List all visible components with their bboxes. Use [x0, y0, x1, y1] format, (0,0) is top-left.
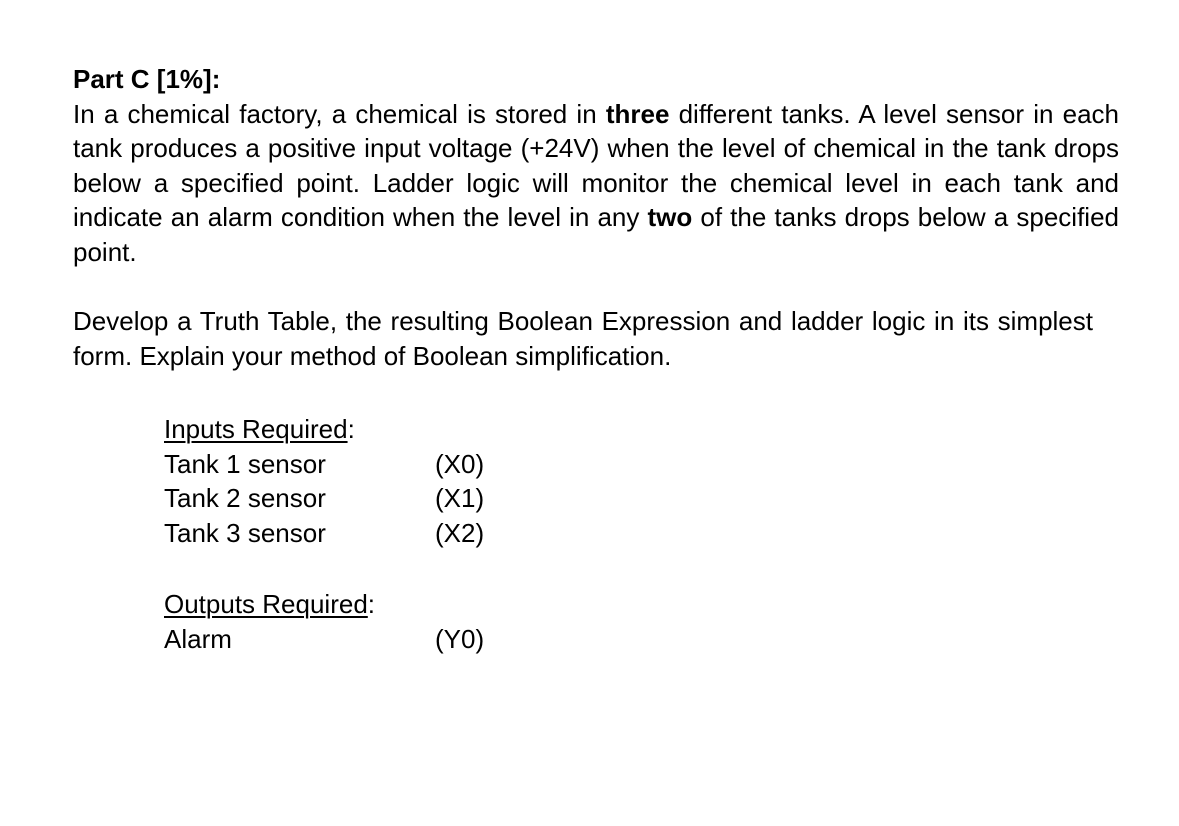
outputs-heading: [164, 587, 764, 622]
document-page: [73, 62, 1119, 654]
problem-text-3: of the tanks drops below a specified point.: [73, 202, 1119, 267]
outputs-title: Outputs Required:: [164, 589, 376, 619]
inputs-section: [164, 412, 764, 550]
problem-text-2: different tanks. A level sensor in each tank produces a positive input voltage (+24V) when the level of chemical in the tank drops below a specified point. Ladder logic will monitor the chemical level in each tank and indicate an alarm condition when the level in any: [73, 98, 1119, 232]
input-name: Tank 2 sensor: [164, 483, 326, 513]
task-instructions: Develop a Truth Table, the resulting Boolean Expression and ladder logic in its simplest form. Explain your method of Boolean simplification.: [73, 306, 1093, 371]
problem-description: [73, 97, 1119, 270]
part-heading: Part C [1%]:: [73, 64, 221, 94]
output-name: Alarm: [164, 623, 232, 654]
input-row: [164, 481, 764, 516]
problem-text-1: In a chemical factory, a chemical is stored in: [73, 98, 606, 129]
emphasis-three: three: [605, 98, 670, 129]
inputs-title: Inputs Required:: [164, 414, 355, 444]
input-address: (X0): [435, 448, 485, 479]
input-address: (X1): [435, 483, 485, 513]
outputs-section: [164, 587, 764, 656]
emphasis-two: two: [647, 202, 693, 232]
input-name: Tank 1 sensor: [164, 448, 326, 479]
input-row: [164, 447, 764, 482]
input-address: (X2): [435, 517, 485, 548]
output-address: (Y0): [435, 623, 485, 654]
output-row: [164, 622, 764, 657]
inputs-heading: [164, 412, 764, 447]
input-row: [164, 516, 764, 551]
input-name: Tank 3 sensor: [164, 517, 326, 548]
